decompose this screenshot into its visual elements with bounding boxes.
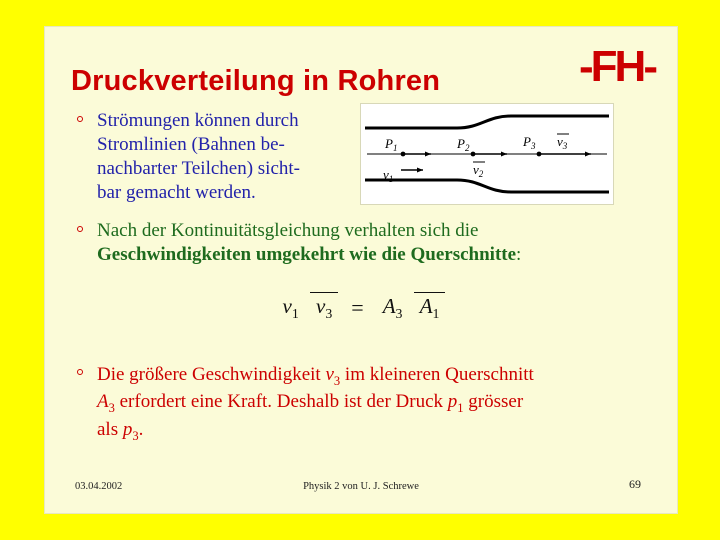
equation-v: v bbox=[316, 294, 326, 318]
bullet-2-bold: Geschwindigkeiten umgekehrt wie die Querschnitte bbox=[97, 244, 517, 266]
bullet-3-line-1 bbox=[97, 362, 671, 389]
bullet-3-var-v: v bbox=[325, 364, 334, 385]
bullet-3-var-p-sub: 1 bbox=[457, 401, 464, 416]
bullet-2-emphasis-line bbox=[97, 243, 661, 268]
bullet-3-text-e: als bbox=[97, 418, 123, 440]
equation-v: v bbox=[282, 294, 292, 318]
bullet-3-line-2 bbox=[97, 389, 671, 416]
slide-footer bbox=[45, 477, 677, 495]
bullet-1-line-3: nachbarter Teilchen) sicht- bbox=[97, 157, 300, 179]
bullet-item-2 bbox=[71, 219, 661, 268]
bullet-3-text-d: grösser bbox=[463, 391, 524, 413]
equation-right-numerator bbox=[377, 294, 409, 322]
equation-left-fraction bbox=[277, 295, 339, 322]
equation-left-numerator bbox=[277, 294, 305, 322]
equation-continuity bbox=[45, 295, 677, 322]
svg-text:v3: $v_3$ bbox=[557, 134, 568, 151]
bullet-3-var-p3: p bbox=[122, 418, 133, 440]
bullet-3-var-v-sub: 3 bbox=[333, 373, 341, 388]
page-title: Druckverteilung in Rohren bbox=[71, 65, 441, 97]
bullet-2-tail: : bbox=[516, 244, 522, 266]
bullet-item-1 bbox=[71, 109, 367, 205]
bullet-item-3-wrapper bbox=[71, 362, 671, 450]
bullet-dot-icon bbox=[77, 369, 83, 375]
bullet-3-var-p3-sub: 3 bbox=[132, 428, 139, 443]
bullet-1-line-2: Stromlinien (Bahnen be- bbox=[97, 133, 285, 155]
footer-page-number: 69 bbox=[629, 477, 641, 491]
bullet-dot-icon bbox=[77, 226, 83, 232]
equation-a: A bbox=[419, 294, 433, 318]
bullet-3-text-a: Die größere Geschwindigkeit bbox=[97, 364, 326, 385]
bullet-dot-icon bbox=[77, 116, 83, 122]
bullet-3-line-3 bbox=[97, 417, 671, 444]
footer-date: 03.04.2002 bbox=[75, 481, 123, 492]
bullet-3-var-p: p bbox=[447, 391, 458, 413]
bullet-1-line-4: bar gemacht werden. bbox=[97, 181, 256, 203]
equation-a: A bbox=[382, 294, 396, 318]
svg-text:P1: $P_1$ bbox=[385, 136, 398, 153]
equation-equals-sign: = bbox=[351, 295, 364, 321]
equation-v1-sub: 1 bbox=[291, 306, 299, 322]
slide-canvas bbox=[45, 27, 677, 513]
equation-right-fraction bbox=[377, 295, 446, 322]
bullet-3-text-b: im kleineren Querschnitt bbox=[340, 364, 534, 385]
equation-left-denominator bbox=[310, 292, 338, 322]
fh-logo: -FH- bbox=[579, 42, 655, 91]
svg-text:v2: $v_2$ bbox=[473, 162, 484, 179]
bullet-list bbox=[71, 109, 661, 274]
equation-a1-sub: 1 bbox=[432, 306, 440, 322]
equation-right-denominator bbox=[414, 292, 446, 322]
svg-text:P2: $P_2$ bbox=[457, 136, 470, 153]
bullet-3-var-a-sub: 3 bbox=[108, 401, 115, 416]
svg-text:v1: $v_1$ bbox=[383, 167, 394, 184]
equation-a3-sub: 3 bbox=[395, 306, 403, 322]
equation-v3-sub: 3 bbox=[325, 306, 333, 322]
bullet-1-line-1: Strömungen können durch bbox=[97, 110, 299, 131]
bullet-3-text-c: erfordert eine Kraft. Deshalb ist der Druck bbox=[114, 391, 448, 413]
bullet-item-3 bbox=[71, 362, 671, 444]
bullet-3-text-f: . bbox=[138, 418, 144, 440]
footer-course: Physik 2 von U. J. Schrewe bbox=[303, 481, 419, 492]
bullet-2-lead: Nach der Kontinuitätsgleichung verhalten sich die bbox=[97, 219, 479, 241]
svg-text:P3: $P_3$ bbox=[523, 134, 536, 151]
bullet-3-var-a: A bbox=[97, 391, 109, 413]
